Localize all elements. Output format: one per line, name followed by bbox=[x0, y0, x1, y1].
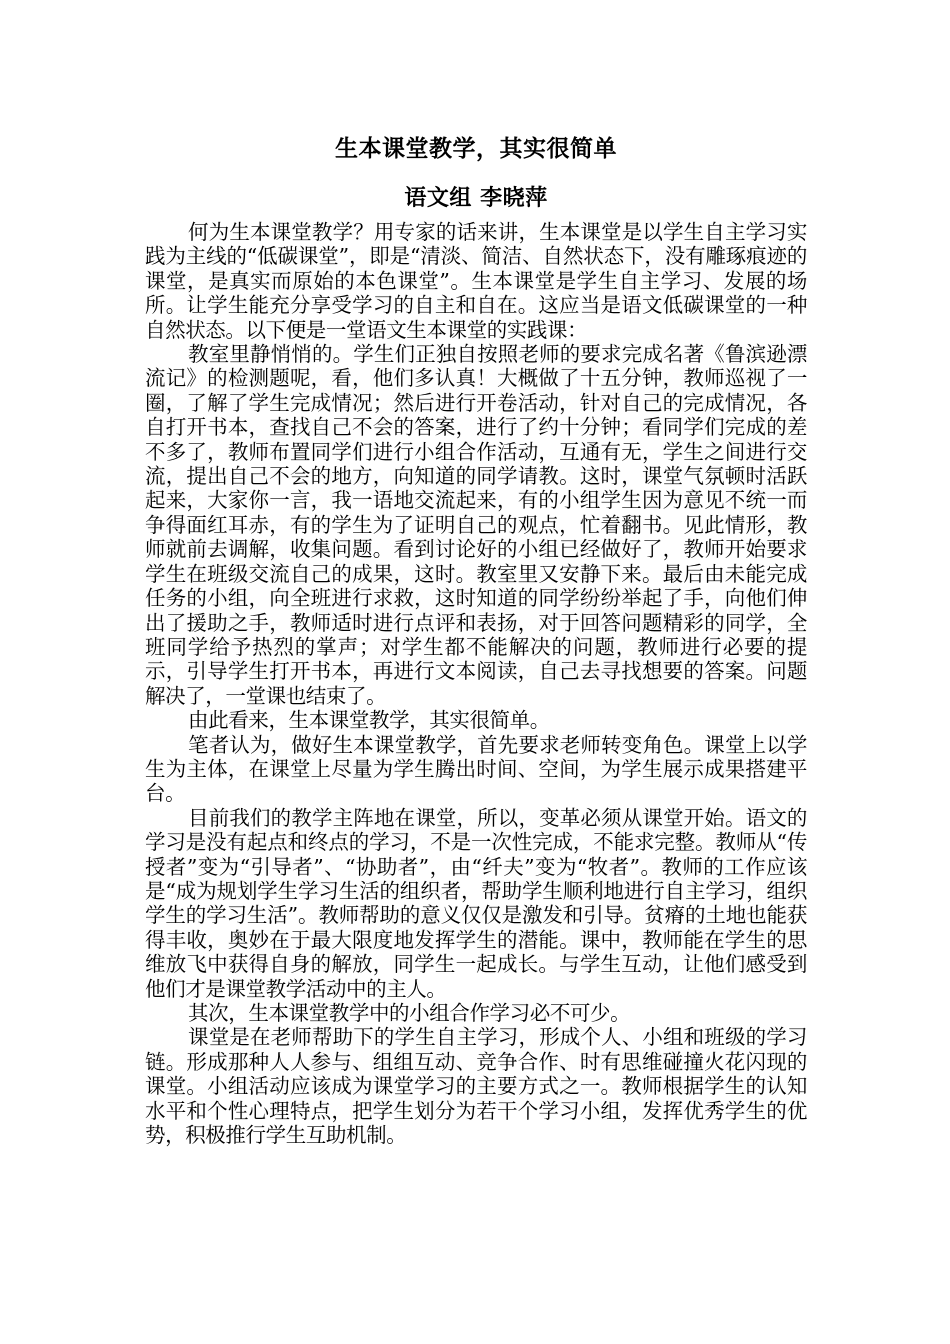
paragraph-classroom-example: 教室里静悄悄的。学生们正独自按照老师的要求完成名著《鲁滨逊漂流记》的检测题呢，看，他们多认真！大概做了十五分钟，教师巡视了一圈，了解了学生完成情况；然后进行开卷活动，针对自己的完成情况，各自打开书本，查找自己不会的答案，进行了约十分钟；看同学们完成的差不多了，教师布置同学们进行小组合作活动，互通有无，学生之间进行交流，提出自己不会的地方，向知道的同学请教。这时，课堂气氛顿时活跃起来，大家你一言，我一语地交流起来，有的小组学生因为意见不统一而争得面红耳赤，有的学生为了证明自己的观点，忙着翻书。见此情形，教师就前去调解，收集问题。看到讨论好的小组已经做好了，教师开始要求学生在班级交流自己的成果，这时。教室里又安静下来。最后由未能完成任务的小组，向全班进行求救，这时知道的同学纷纷举起了手，向他们伸出了援助之手，教师适时进行点评和表扬，对于回答问题精彩的同学，全班同学给予热烈的掌声；对学生都不能解决的问题，教师进行必要的提示，引导学生打开书本，再进行文本阅读，自己去寻找想要的答案。问题解决了，一堂课也结束了。 bbox=[145, 342, 807, 708]
document-byline: 语文组 李晓萍 bbox=[404, 186, 548, 211]
paragraph-conclusion: 由此看来，生本课堂教学，其实很简单。 bbox=[188, 708, 550, 733]
paragraph-classroom-reform: 目前我们的教学主阵地在课堂，所以，变革必须从课堂开始。语文的学习是没有起点和终点的学习，不是一次性完成，不能求完整。教师从“传授者”变为“引导者”、“协助者”，由“纤夫”变为“牧者”。教师的工作应该是“成为规划学生学习生活的组织者，帮助学生顺利地进行自主学习，组织学生的学习生活”。教师帮助的意义仅仅是激发和引导。贫瘠的土地也能获得丰收，奥妙在于最大限度地发挥学生的潜能。课中，教师能在学生的思维放飞中获得自身的解放，同学生一起成长。与学生互动，让他们感受到他们才是课堂教学活动中的主人。 bbox=[145, 805, 807, 1001]
paragraph-intro: 何为生本课堂教学？用专家的话来讲，生本课堂是以学生自主学习实践为主线的“低碳课堂”，即是“清淡、简洁、自然状态下，没有雕琢痕迹的课堂，是真实而原始的本色课堂”。生本课堂是学生自主学习、发展的场所。让学生能充分享受学习的自主和自在。这应当是语文低碳课堂的一种自然状态。以下便是一堂语文生本课堂的实践课： bbox=[145, 220, 807, 342]
document-page bbox=[145, 130, 807, 1147]
paragraph-learning-chain: 课堂是在老师帮助下的学生自主学习，形成个人、小组和班级的学习链。形成那种人人参与、组组互动、竞争合作、时有思维碰撞火花闪现的课堂。小组活动应该成为课堂学习的主要方式之一。教师根据学生的认知水平和个性心理特点，把学生划分为若干个学习小组，发挥优秀学生的优势，积极推行学生互助机制。 bbox=[145, 1025, 807, 1148]
document-title: 生本课堂教学，其实很简单 bbox=[335, 136, 617, 162]
paragraph-teacher-role: 笔者认为，做好生本课堂教学，首先要求老师转变角色。课堂上以学生为主体，在课堂上尽量为学生腾出时间、空间，为学生展示成果搭建平台。 bbox=[145, 732, 807, 806]
paragraph-group-learning: 其次，生本课堂教学中的小组合作学习必不可少。 bbox=[188, 1001, 631, 1025]
